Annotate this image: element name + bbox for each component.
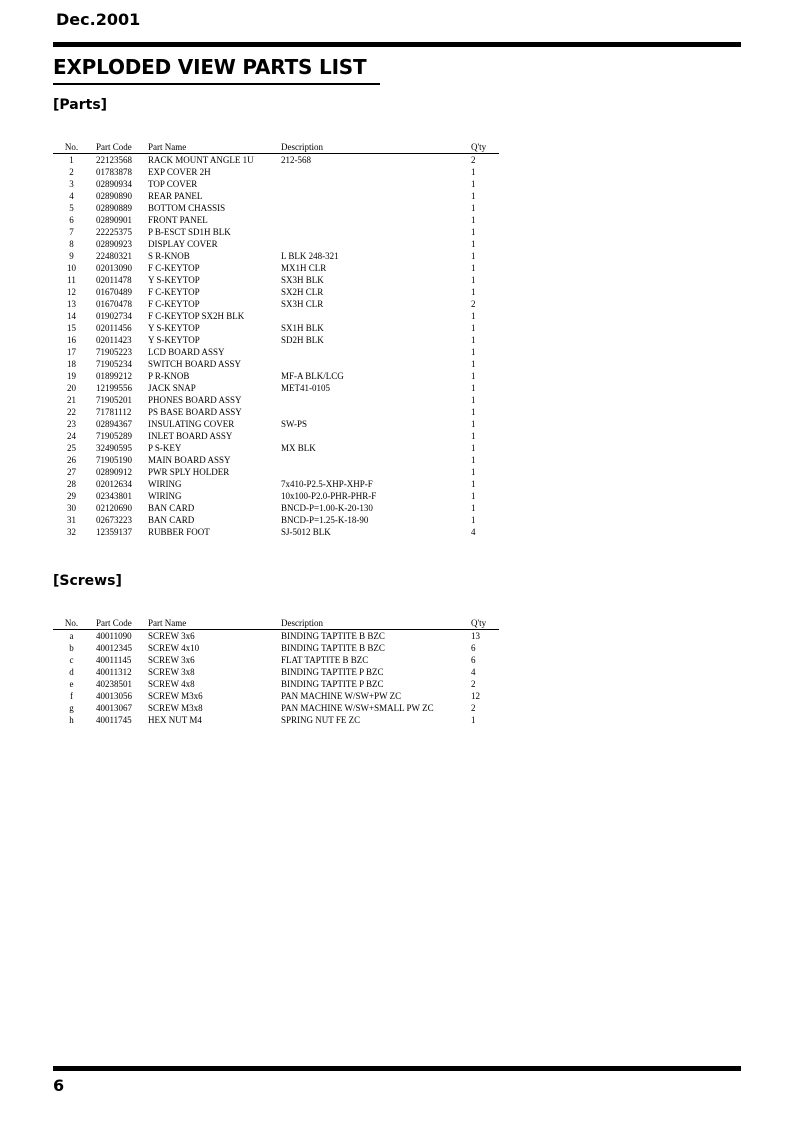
screws-row bbox=[53, 630, 499, 643]
cell-no: 17 bbox=[67, 347, 76, 357]
cell-qty: 1 bbox=[471, 715, 476, 725]
cell-qty: 1 bbox=[471, 239, 476, 249]
cell-description: SD2H BLK bbox=[281, 335, 324, 345]
cell-qty: 4 bbox=[471, 527, 476, 537]
screws-row bbox=[53, 702, 499, 714]
cell-part-code: 40011090 bbox=[96, 631, 132, 641]
cell-qty: 1 bbox=[471, 467, 476, 477]
bottom-rule bbox=[53, 1066, 741, 1071]
parts-row bbox=[53, 370, 499, 382]
cell-no: 8 bbox=[69, 239, 74, 249]
parts-row bbox=[53, 238, 499, 250]
cell-no: 1 bbox=[69, 155, 74, 165]
cell-qty: 1 bbox=[471, 263, 476, 273]
top-rule bbox=[53, 42, 741, 47]
cell-qty: 1 bbox=[471, 311, 476, 321]
parts-row bbox=[53, 286, 499, 298]
cell-part-code: 40012345 bbox=[96, 643, 132, 653]
cell-part-code: 40011745 bbox=[96, 715, 132, 725]
cell-qty: 1 bbox=[471, 191, 476, 201]
cell-qty: 1 bbox=[471, 167, 476, 177]
cell-no: 13 bbox=[67, 299, 76, 309]
column-header-qty: Q'ty bbox=[471, 141, 499, 154]
cell-qty: 1 bbox=[471, 431, 476, 441]
cell-qty: 1 bbox=[471, 287, 476, 297]
cell-description: MF-A BLK/LCG bbox=[281, 371, 344, 381]
cell-part-name: BAN CARD bbox=[148, 503, 195, 513]
cell-part-code: 02890912 bbox=[96, 467, 132, 477]
cell-part-code: 02011456 bbox=[96, 323, 132, 333]
cell-qty: 1 bbox=[471, 503, 476, 513]
cell-part-code: 32490595 bbox=[96, 443, 132, 453]
cell-part-code: 02890890 bbox=[96, 191, 132, 201]
cell-description: SX3H BLK bbox=[281, 275, 324, 285]
cell-part-code: 02673223 bbox=[96, 515, 132, 525]
cell-description: MX1H CLR bbox=[281, 263, 327, 273]
screws-table bbox=[53, 617, 499, 726]
parts-row bbox=[53, 250, 499, 262]
cell-part-name: WIRING bbox=[148, 491, 182, 501]
cell-part-code: 71905234 bbox=[96, 359, 132, 369]
cell-part-name: Y S-KEYTOP bbox=[148, 275, 200, 285]
cell-part-code: 02011423 bbox=[96, 335, 132, 345]
parts-row bbox=[53, 346, 499, 358]
column-header-part-name: Part Name bbox=[148, 141, 281, 154]
cell-qty: 1 bbox=[471, 383, 476, 393]
cell-no: 16 bbox=[67, 335, 76, 345]
cell-part-name: BOTTOM CHASSIS bbox=[148, 203, 226, 213]
parts-row bbox=[53, 298, 499, 310]
cell-no: 11 bbox=[67, 275, 76, 285]
cell-description bbox=[281, 430, 471, 442]
cell-part-name: PS BASE BOARD ASSY bbox=[148, 407, 242, 417]
parts-row bbox=[53, 202, 499, 214]
cell-part-name: SCREW 3x8 bbox=[148, 667, 195, 677]
cell-no: b bbox=[69, 643, 74, 653]
cell-part-code: 22480321 bbox=[96, 251, 132, 261]
cell-qty: 1 bbox=[471, 179, 476, 189]
screws-row bbox=[53, 654, 499, 666]
cell-part-code: 22123568 bbox=[96, 155, 132, 165]
cell-description: SPRING NUT FE ZC bbox=[281, 715, 361, 725]
cell-no: 3 bbox=[69, 179, 74, 189]
cell-description: BINDING TAPTITE B BZC bbox=[281, 643, 385, 653]
parts-table-body bbox=[53, 154, 499, 539]
cell-part-name: PHONES BOARD ASSY bbox=[148, 395, 242, 405]
column-header-part-code: Part Code bbox=[96, 141, 148, 154]
cell-part-name: F C-KEYTOP bbox=[148, 287, 200, 297]
cell-part-code: 02890901 bbox=[96, 215, 132, 225]
cell-part-code: 02894367 bbox=[96, 419, 132, 429]
cell-qty: 2 bbox=[471, 299, 476, 309]
cell-qty: 1 bbox=[471, 275, 476, 285]
cell-no: 31 bbox=[67, 515, 76, 525]
cell-description: 7x410-P2.5-XHP-XHP-F bbox=[281, 479, 373, 489]
cell-no: 26 bbox=[67, 455, 76, 465]
cell-no: d bbox=[69, 667, 74, 677]
cell-no: 21 bbox=[67, 395, 76, 405]
cell-part-code: 01899212 bbox=[96, 371, 132, 381]
cell-part-code: 71905289 bbox=[96, 431, 132, 441]
cell-description: BNCD-P=1.25-K-18-90 bbox=[281, 515, 369, 525]
cell-part-code: 40011312 bbox=[96, 667, 132, 677]
cell-qty: 1 bbox=[471, 359, 476, 369]
cell-qty: 1 bbox=[471, 323, 476, 333]
cell-description: SJ-5012 BLK bbox=[281, 527, 331, 537]
cell-part-name: EXP COVER 2H bbox=[148, 167, 211, 177]
cell-qty: 6 bbox=[471, 643, 476, 653]
cell-description: L BLK 248-321 bbox=[281, 251, 339, 261]
cell-no: 2 bbox=[69, 167, 74, 177]
screws-heading: [Screws] bbox=[53, 573, 122, 589]
cell-part-code: 01783878 bbox=[96, 167, 132, 177]
cell-qty: 4 bbox=[471, 667, 476, 677]
cell-qty: 1 bbox=[471, 443, 476, 453]
cell-part-code: 02012634 bbox=[96, 479, 132, 489]
cell-no: 6 bbox=[69, 215, 74, 225]
parts-row bbox=[53, 430, 499, 442]
cell-no: 27 bbox=[67, 467, 76, 477]
parts-row bbox=[53, 310, 499, 322]
cell-no: e bbox=[69, 679, 74, 689]
parts-table bbox=[53, 141, 499, 538]
cell-part-name: INLET BOARD ASSY bbox=[148, 431, 233, 441]
cell-part-name: SWITCH BOARD ASSY bbox=[148, 359, 242, 369]
cell-part-code: 01670478 bbox=[96, 299, 132, 309]
cell-no: 19 bbox=[67, 371, 76, 381]
cell-qty: 1 bbox=[471, 251, 476, 261]
cell-part-name: SCREW 4x10 bbox=[148, 643, 200, 653]
cell-no: 18 bbox=[67, 359, 76, 369]
parts-row bbox=[53, 358, 499, 370]
parts-row bbox=[53, 226, 499, 238]
cell-description: 10x100-P2.0-PHR-PHR-F bbox=[281, 491, 377, 501]
cell-description: SX1H BLK bbox=[281, 323, 324, 333]
cell-no: 15 bbox=[67, 323, 76, 333]
column-header-no: No. bbox=[53, 141, 96, 154]
cell-description: SX2H CLR bbox=[281, 287, 324, 297]
column-header-part-code: Part Code bbox=[96, 617, 148, 630]
cell-description bbox=[281, 214, 471, 226]
cell-qty: 1 bbox=[471, 215, 476, 225]
parts-row bbox=[53, 406, 499, 418]
cell-part-name: MAIN BOARD ASSY bbox=[148, 455, 231, 465]
screws-row bbox=[53, 678, 499, 690]
cell-no: 22 bbox=[67, 407, 76, 417]
parts-row bbox=[53, 514, 499, 526]
cell-part-code: 22225375 bbox=[96, 227, 132, 237]
parts-row bbox=[53, 322, 499, 334]
cell-no: 5 bbox=[69, 203, 74, 213]
cell-qty: 1 bbox=[471, 227, 476, 237]
cell-description bbox=[281, 310, 471, 322]
cell-part-name: Y S-KEYTOP bbox=[148, 323, 200, 333]
cell-no: 4 bbox=[69, 191, 74, 201]
cell-part-name: F C-KEYTOP bbox=[148, 263, 200, 273]
cell-no: a bbox=[69, 631, 74, 641]
parts-row bbox=[53, 178, 499, 190]
cell-no: 10 bbox=[67, 263, 76, 273]
cell-qty: 1 bbox=[471, 419, 476, 429]
cell-description bbox=[281, 178, 471, 190]
parts-row bbox=[53, 466, 499, 478]
parts-row bbox=[53, 334, 499, 346]
screws-row bbox=[53, 690, 499, 702]
cell-part-name: SCREW M3x6 bbox=[148, 691, 203, 701]
cell-part-code: 02343801 bbox=[96, 491, 132, 501]
parts-row bbox=[53, 274, 499, 286]
parts-row bbox=[53, 166, 499, 178]
cell-part-code: 12359137 bbox=[96, 527, 132, 537]
cell-description bbox=[281, 406, 471, 418]
parts-row bbox=[53, 214, 499, 226]
cell-description: SW-PS bbox=[281, 419, 308, 429]
cell-qty: 2 bbox=[471, 703, 476, 713]
column-header-part-name: Part Name bbox=[148, 617, 281, 630]
parts-row bbox=[53, 382, 499, 394]
cell-part-name: WIRING bbox=[148, 479, 182, 489]
cell-description bbox=[281, 238, 471, 250]
cell-part-code: 02890934 bbox=[96, 179, 132, 189]
cell-description: BINDING TAPTITE P BZC bbox=[281, 667, 384, 677]
cell-no: f bbox=[70, 691, 73, 701]
cell-no: h bbox=[69, 715, 74, 725]
cell-description bbox=[281, 466, 471, 478]
cell-no: 30 bbox=[67, 503, 76, 513]
cell-description: PAN MACHINE W/SW+PW ZC bbox=[281, 691, 402, 701]
cell-part-name: RACK MOUNT ANGLE 1U bbox=[148, 155, 254, 165]
cell-qty: 1 bbox=[471, 515, 476, 525]
cell-part-code: 40238501 bbox=[96, 679, 132, 689]
cell-no: 20 bbox=[67, 383, 76, 393]
cell-description: MET41-0105 bbox=[281, 383, 330, 393]
cell-part-name: P R-KNOB bbox=[148, 371, 190, 381]
cell-part-code: 02120690 bbox=[96, 503, 132, 513]
screws-row bbox=[53, 714, 499, 726]
cell-part-name: SCREW 3x6 bbox=[148, 631, 195, 641]
parts-row bbox=[53, 418, 499, 430]
parts-row bbox=[53, 190, 499, 202]
cell-part-name: INSULATING COVER bbox=[148, 419, 235, 429]
cell-no: 7 bbox=[69, 227, 74, 237]
cell-part-name: Y S-KEYTOP bbox=[148, 335, 200, 345]
parts-row bbox=[53, 526, 499, 538]
cell-no: 9 bbox=[69, 251, 74, 261]
cell-no: 32 bbox=[67, 527, 76, 537]
parts-row bbox=[53, 454, 499, 466]
column-header-no: No. bbox=[53, 617, 96, 630]
document-date: Dec.2001 bbox=[56, 10, 141, 29]
cell-qty: 1 bbox=[471, 203, 476, 213]
cell-qty: 2 bbox=[471, 679, 476, 689]
cell-part-name: FRONT PANEL bbox=[148, 215, 208, 225]
cell-description: FLAT TAPTITE B BZC bbox=[281, 655, 369, 665]
cell-part-name: JACK SNAP bbox=[148, 383, 196, 393]
cell-qty: 6 bbox=[471, 655, 476, 665]
parts-row bbox=[53, 490, 499, 502]
cell-part-name: BAN CARD bbox=[148, 515, 195, 525]
cell-no: 24 bbox=[67, 431, 76, 441]
cell-description bbox=[281, 166, 471, 178]
cell-part-name: SCREW 3x6 bbox=[148, 655, 195, 665]
cell-part-code: 40013056 bbox=[96, 691, 132, 701]
cell-no: g bbox=[69, 703, 74, 713]
cell-no: 28 bbox=[67, 479, 76, 489]
cell-part-name: HEX NUT M4 bbox=[148, 715, 202, 725]
cell-part-code: 02013090 bbox=[96, 263, 132, 273]
screws-row bbox=[53, 666, 499, 678]
cell-qty: 1 bbox=[471, 371, 476, 381]
cell-part-code: 40013067 bbox=[96, 703, 132, 713]
page-title: EXPLODED VIEW PARTS LIST bbox=[53, 55, 367, 79]
cell-part-code: 02890889 bbox=[96, 203, 132, 213]
cell-no: 12 bbox=[67, 287, 76, 297]
cell-qty: 1 bbox=[471, 347, 476, 357]
cell-qty: 1 bbox=[471, 407, 476, 417]
cell-part-name: F C-KEYTOP SX2H BLK bbox=[148, 311, 245, 321]
cell-description bbox=[281, 454, 471, 466]
parts-row bbox=[53, 154, 499, 167]
cell-part-code: 71905190 bbox=[96, 455, 132, 465]
cell-description: PAN MACHINE W/SW+SMALL PW ZC bbox=[281, 703, 434, 713]
parts-row bbox=[53, 502, 499, 514]
cell-qty: 13 bbox=[471, 631, 480, 641]
cell-description: BNCD-P=1.00-K-20-130 bbox=[281, 503, 373, 513]
cell-description: BINDING TAPTITE B BZC bbox=[281, 631, 385, 641]
screws-header-row bbox=[53, 617, 499, 630]
parts-row bbox=[53, 394, 499, 406]
cell-part-name: PWR SPLY HOLDER bbox=[148, 467, 230, 477]
cell-description: MX BLK bbox=[281, 443, 316, 453]
cell-description: 212-568 bbox=[281, 155, 311, 165]
cell-part-code: 71905201 bbox=[96, 395, 132, 405]
screws-row bbox=[53, 642, 499, 654]
cell-description bbox=[281, 358, 471, 370]
cell-part-code: 71781112 bbox=[96, 407, 132, 417]
cell-part-name: F C-KEYTOP bbox=[148, 299, 200, 309]
cell-qty: 2 bbox=[471, 155, 476, 165]
column-header-description: Description bbox=[281, 141, 471, 154]
cell-part-code: 71905223 bbox=[96, 347, 132, 357]
cell-part-name: SCREW M3x8 bbox=[148, 703, 203, 713]
parts-row bbox=[53, 262, 499, 274]
cell-part-code: 01670489 bbox=[96, 287, 132, 297]
cell-part-code: 01902734 bbox=[96, 311, 132, 321]
cell-description: SX3H CLR bbox=[281, 299, 324, 309]
cell-description bbox=[281, 226, 471, 238]
page-number: 6 bbox=[53, 1076, 65, 1095]
cell-part-code: 40011145 bbox=[96, 655, 132, 665]
title-underline bbox=[53, 83, 380, 85]
cell-part-name: SCREW 4x8 bbox=[148, 679, 195, 689]
cell-part-name: DISPLAY COVER bbox=[148, 239, 218, 249]
cell-part-name: S R-KNOB bbox=[148, 251, 190, 261]
cell-description bbox=[281, 394, 471, 406]
cell-description bbox=[281, 346, 471, 358]
parts-header-row bbox=[53, 141, 499, 154]
parts-row bbox=[53, 442, 499, 454]
cell-part-name: LCD BOARD ASSY bbox=[148, 347, 225, 357]
cell-qty: 12 bbox=[471, 691, 480, 701]
cell-qty: 1 bbox=[471, 335, 476, 345]
cell-qty: 1 bbox=[471, 491, 476, 501]
cell-part-name: REAR PANEL bbox=[148, 191, 203, 201]
cell-description bbox=[281, 190, 471, 202]
screws-table-body bbox=[53, 630, 499, 727]
cell-part-name: RUBBER FOOT bbox=[148, 527, 210, 537]
cell-description: BINDING TAPTITE P BZC bbox=[281, 679, 384, 689]
cell-no: 23 bbox=[67, 419, 76, 429]
parts-heading: [Parts] bbox=[53, 97, 108, 113]
cell-part-name: P S-KEY bbox=[148, 443, 182, 453]
cell-no: c bbox=[69, 655, 74, 665]
cell-part-code: 02011478 bbox=[96, 275, 132, 285]
column-header-description: Description bbox=[281, 617, 471, 630]
cell-qty: 1 bbox=[471, 455, 476, 465]
cell-no: 14 bbox=[67, 311, 76, 321]
cell-part-name: TOP COVER bbox=[148, 179, 198, 189]
cell-description bbox=[281, 202, 471, 214]
cell-part-code: 02890923 bbox=[96, 239, 132, 249]
cell-qty: 1 bbox=[471, 395, 476, 405]
cell-no: 29 bbox=[67, 491, 76, 501]
cell-part-name: P B-ESCT SD1H BLK bbox=[148, 227, 231, 237]
column-header-qty: Q'ty bbox=[471, 617, 499, 630]
cell-part-code: 12199556 bbox=[96, 383, 132, 393]
cell-no: 25 bbox=[67, 443, 76, 453]
cell-qty: 1 bbox=[471, 479, 476, 489]
parts-row bbox=[53, 478, 499, 490]
